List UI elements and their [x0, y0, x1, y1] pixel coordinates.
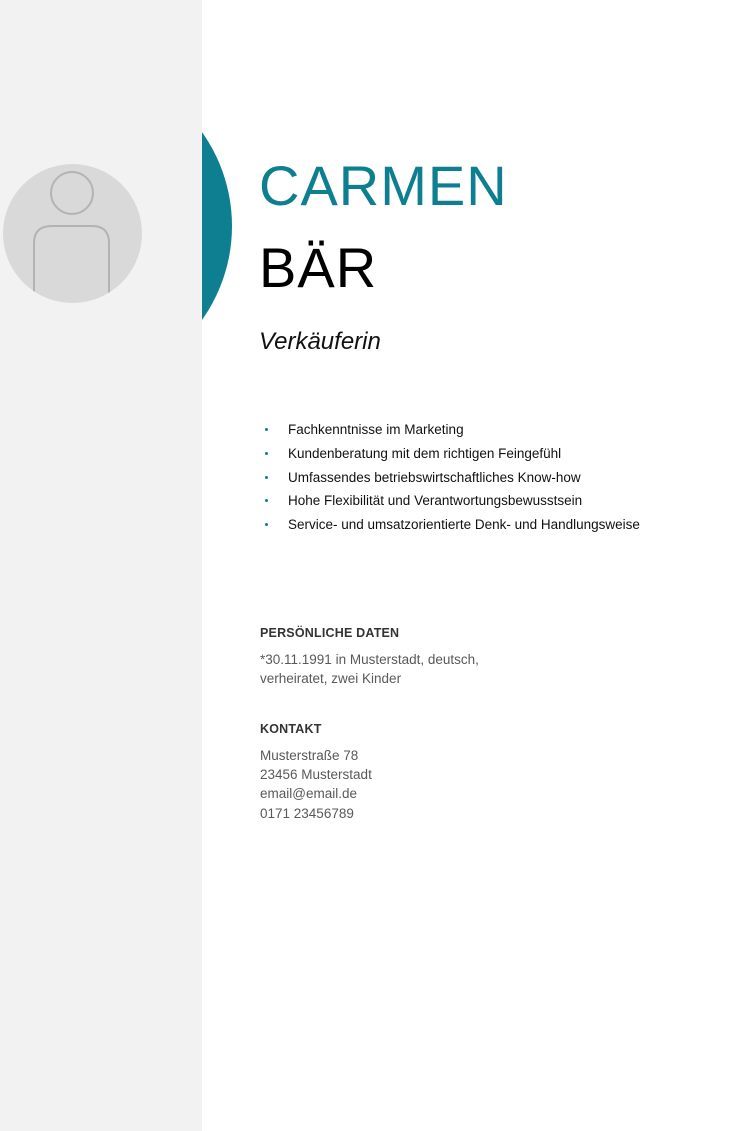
bullet-icon — [265, 452, 268, 455]
profile-photo — [3, 164, 142, 303]
contact-city: 23456 Musterstadt — [260, 767, 372, 783]
personal-data-line: *30.11.1991 in Musterstadt, deutsch, — [260, 652, 479, 667]
contact-text — [260, 746, 372, 823]
last-name: BÄR — [259, 236, 378, 299]
skill-item — [260, 418, 640, 442]
contact-phone: 0171 23456789 — [260, 805, 354, 821]
contact-heading: KONTAKT — [260, 722, 322, 736]
skill-text: Hohe Flexibilität und Verantwortungsbewusstsein — [288, 493, 583, 509]
contact-email: email@email.de — [260, 786, 357, 802]
personal-data-line: verheiratet, zwei Kinder — [260, 671, 402, 687]
skill-item — [260, 489, 640, 513]
personal-data-heading: PERSÖNLICHE DATEN — [260, 626, 400, 640]
person-placeholder-icon — [3, 164, 142, 303]
job-title: Verkäuferin — [259, 328, 381, 355]
contact-street: Musterstraße 78 — [260, 748, 359, 763]
skill-text: Umfassendes betriebswirtschaftliches Know-how — [288, 469, 581, 485]
bullet-icon — [265, 499, 268, 502]
skill-item — [260, 466, 640, 490]
personal-data-text — [260, 650, 479, 688]
first-name: CARMEN — [259, 154, 508, 217]
skill-text: Fachkenntnisse im Marketing — [288, 422, 464, 437]
skill-text: Kundenberatung mit dem richtigen Feingefühl — [288, 445, 562, 461]
bullet-icon — [265, 523, 268, 526]
skill-text: Service- und umsatzorientierte Denk- und Handlungsweise — [288, 517, 640, 533]
skills-list — [260, 418, 640, 537]
bullet-icon — [265, 428, 268, 431]
skill-item — [260, 442, 640, 466]
skill-item — [260, 513, 640, 537]
bullet-icon — [265, 476, 268, 479]
